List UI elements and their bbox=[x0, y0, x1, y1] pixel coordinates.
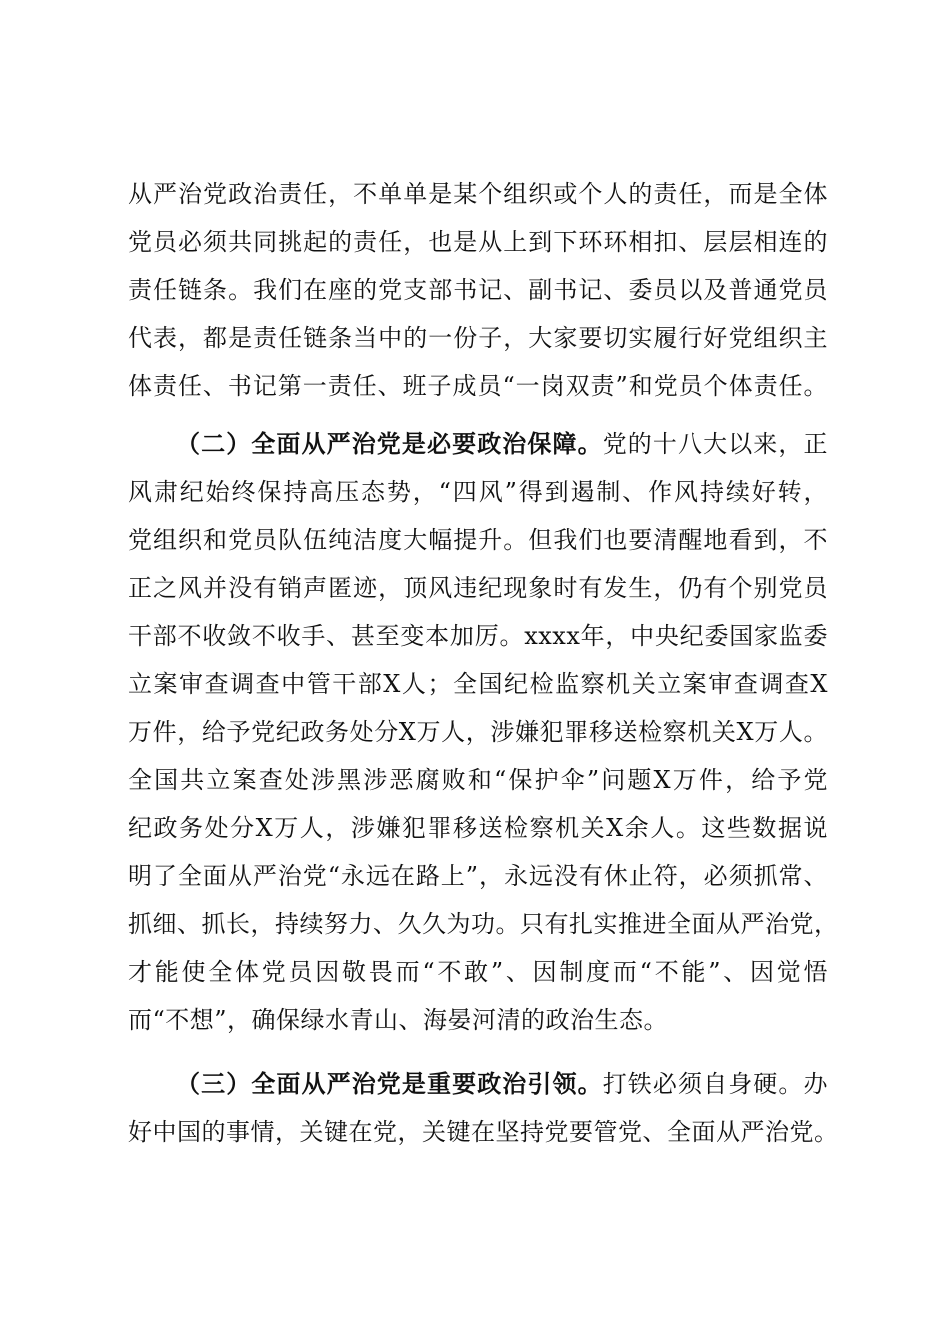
paragraph-line: 责任链条。我们在座的党支部书记、副书记、委员以及普通党员 bbox=[128, 276, 828, 304]
paragraph-line: 代表，都是责任链条当中的一份子，大家要切实履行好党组织主 bbox=[128, 324, 828, 352]
paragraph-line: 党员必须共同挑起的责任，也是从上到下环环相扣、层层相连的 bbox=[128, 228, 828, 256]
paragraph-2 bbox=[128, 420, 839, 1044]
paragraph-line: 才能使全体党员因敬畏而“不敢”、因制度而“不能”、因觉悟 bbox=[128, 958, 828, 986]
paragraph-1 bbox=[128, 170, 828, 410]
section-heading-2: （二）全面从严治党是必要政治保障。 bbox=[176, 429, 603, 458]
paragraph-line: 立案审查调查中管干部X人；全国纪检监察机关立案审查调查X bbox=[128, 670, 828, 698]
paragraph-line: 党组织和党员队伍纯洁度大幅提升。但我们也要清醒地看到，不 bbox=[128, 526, 828, 554]
paragraph-line: 全国共立案查处涉黑涉恶腐败和“保护伞”问题X万件，给予党 bbox=[128, 766, 828, 794]
paragraph-line: 而“不想”，确保绿水青山、海晏河清的政治生态。 bbox=[128, 1006, 669, 1034]
paragraph-line: 干部不收敛不收手、甚至变本加厉。xxxx年，中央纪委国家监委 bbox=[128, 622, 828, 650]
paragraph-line: 正之风并没有销声匿迹，顶风违纪现象时有发生，仍有个别党员 bbox=[128, 574, 828, 602]
paragraph-line: 明了全面从严治党“永远在路上”，永远没有休止符，必须抓常、 bbox=[128, 862, 828, 890]
paragraph-first-line bbox=[128, 420, 828, 468]
paragraph-first-line bbox=[128, 1060, 828, 1108]
paragraph-line: 好中国的事情，关键在党，关键在坚持党要管党、全面从严治党。 bbox=[128, 1118, 839, 1146]
paragraph-line: 风肃纪始终保持高压态势，“四风”得到遏制、作风持续好转， bbox=[128, 478, 828, 506]
paragraph-line: 从严治党政治责任，不单单是某个组织或个人的责任，而是全体 bbox=[128, 180, 828, 208]
paragraph-line: 抓细、抓长，持续努力、久久为功。只有扎实推进全面从严治党， bbox=[128, 910, 839, 938]
paragraph-line: 万件，给予党纪政务处分X万人，涉嫌犯罪移送检察机关X万人。 bbox=[128, 718, 828, 746]
paragraph-line-rest: 党的十八大以来，正 bbox=[602, 430, 829, 458]
paragraph-line: 体责任、书记第一责任、班子成员“一岗双责”和党员个体责任。 bbox=[128, 372, 828, 400]
paragraph-3 bbox=[128, 1060, 839, 1156]
section-heading-3: （三）全面从严治党是重要政治引领。 bbox=[176, 1069, 603, 1098]
paragraph-line-rest: 打铁必须自身硬。办 bbox=[602, 1070, 829, 1098]
paragraph-line: 纪政务处分X万人，涉嫌犯罪移送检察机关X余人。这些数据说 bbox=[128, 814, 828, 842]
